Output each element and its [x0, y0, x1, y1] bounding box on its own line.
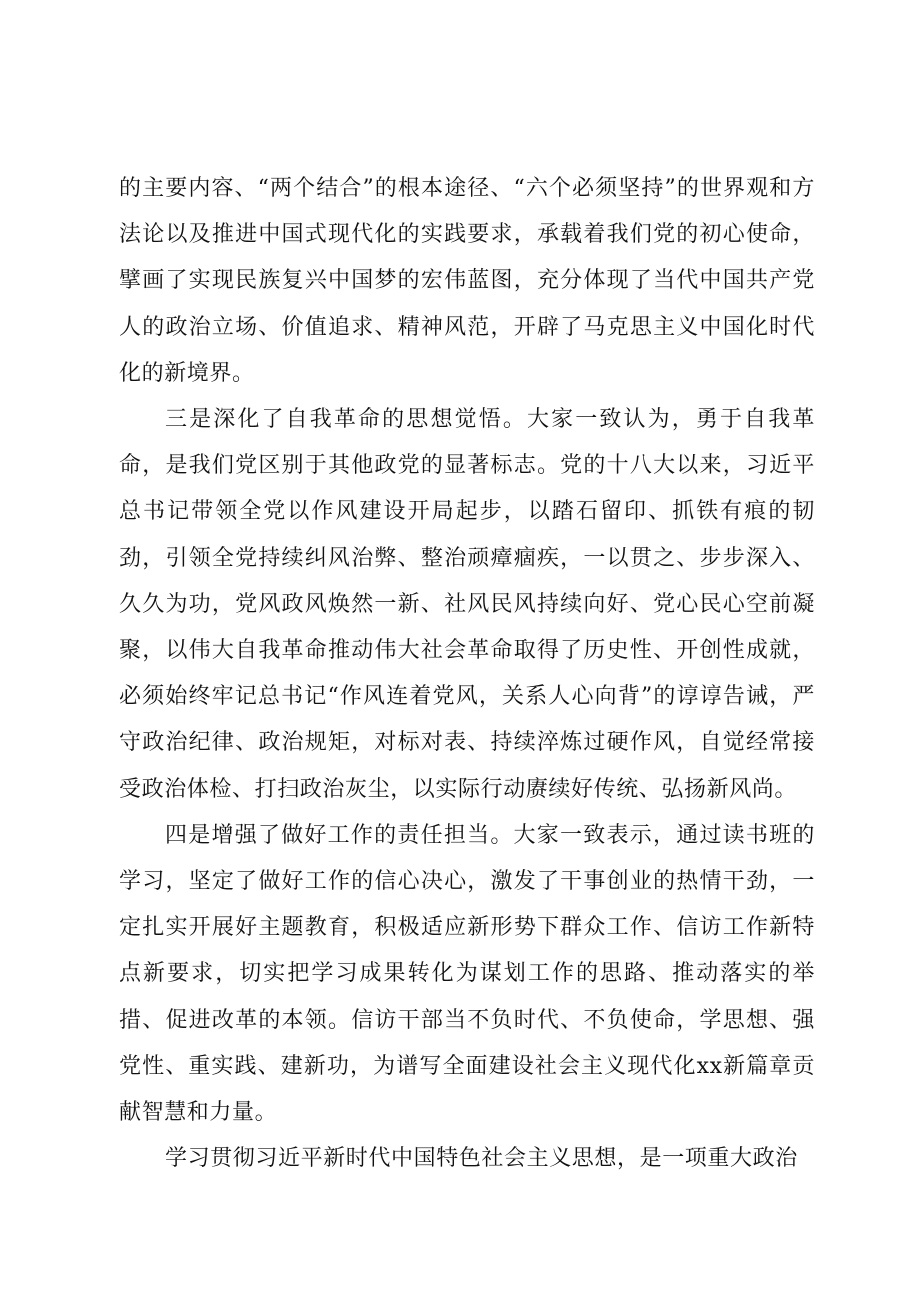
paragraph-1: 的主要内容、“两个结合”的根本途径、“六个必须坚持”的世界观和方法论以及推进中国式现代化的实践要求，承载着我们党的初心使命，擘画了实现民族复兴中国梦的宏伟蓝图，充分体现了当代中国共产党人的政治立场、价值追求、精神风范，开辟了马克思主义中国化时代化的新境界。 [119, 176, 815, 386]
document-body [119, 166, 815, 1182]
paragraph-3: 四是增强了做好工作的责任担当。大家一致表示，通过读书班的学习，坚定了做好工作的信心决心，激发了干事创业的热情干劲，一定扎实开展好主题教育，积极适应新形势下群众工作、信访工作新特点新要求，切实把学习成果转化为谋划工作的思路、推动落实的举措、促进改革的本领。信访干部当不负时代、不负使命，学思想、强党性、重实践、建新功，为谱写全面建设社会主义现代化xx新篇章贡献智慧和力量。 [119, 822, 815, 1126]
paragraph-4: 学习贯彻习近平新时代中国特色社会主义思想，是一项重大政治 [165, 1146, 798, 1172]
paragraph-2: 三是深化了自我革命的思想觉悟。大家一致认为，勇于自我革命，是我们党区别于其他政党的显著标志。党的十八大以来，习近平总书记带领全党以作风建设开局起步，以踏石留印、抓铁有痕的韧劲，引领全党持续纠风治弊、整治顽瘴痼疾，一以贯之、步步深入、久久为功，党风政风焕然一新、社风民风持续向好、党心民心空前凝聚，以伟大自我革命推动伟大社会革命取得了历史性、开创性成就，必须始终牢记总书记“作风连着党风，关系人心向背”的谆谆告诫，严守政治纪律、政治规矩，对标对表、持续淬炼过硬作风，自觉经常接受政治体检、打扫政治灰尘，以实际行动赓续好传统、弘扬新风尚。 [119, 407, 815, 802]
